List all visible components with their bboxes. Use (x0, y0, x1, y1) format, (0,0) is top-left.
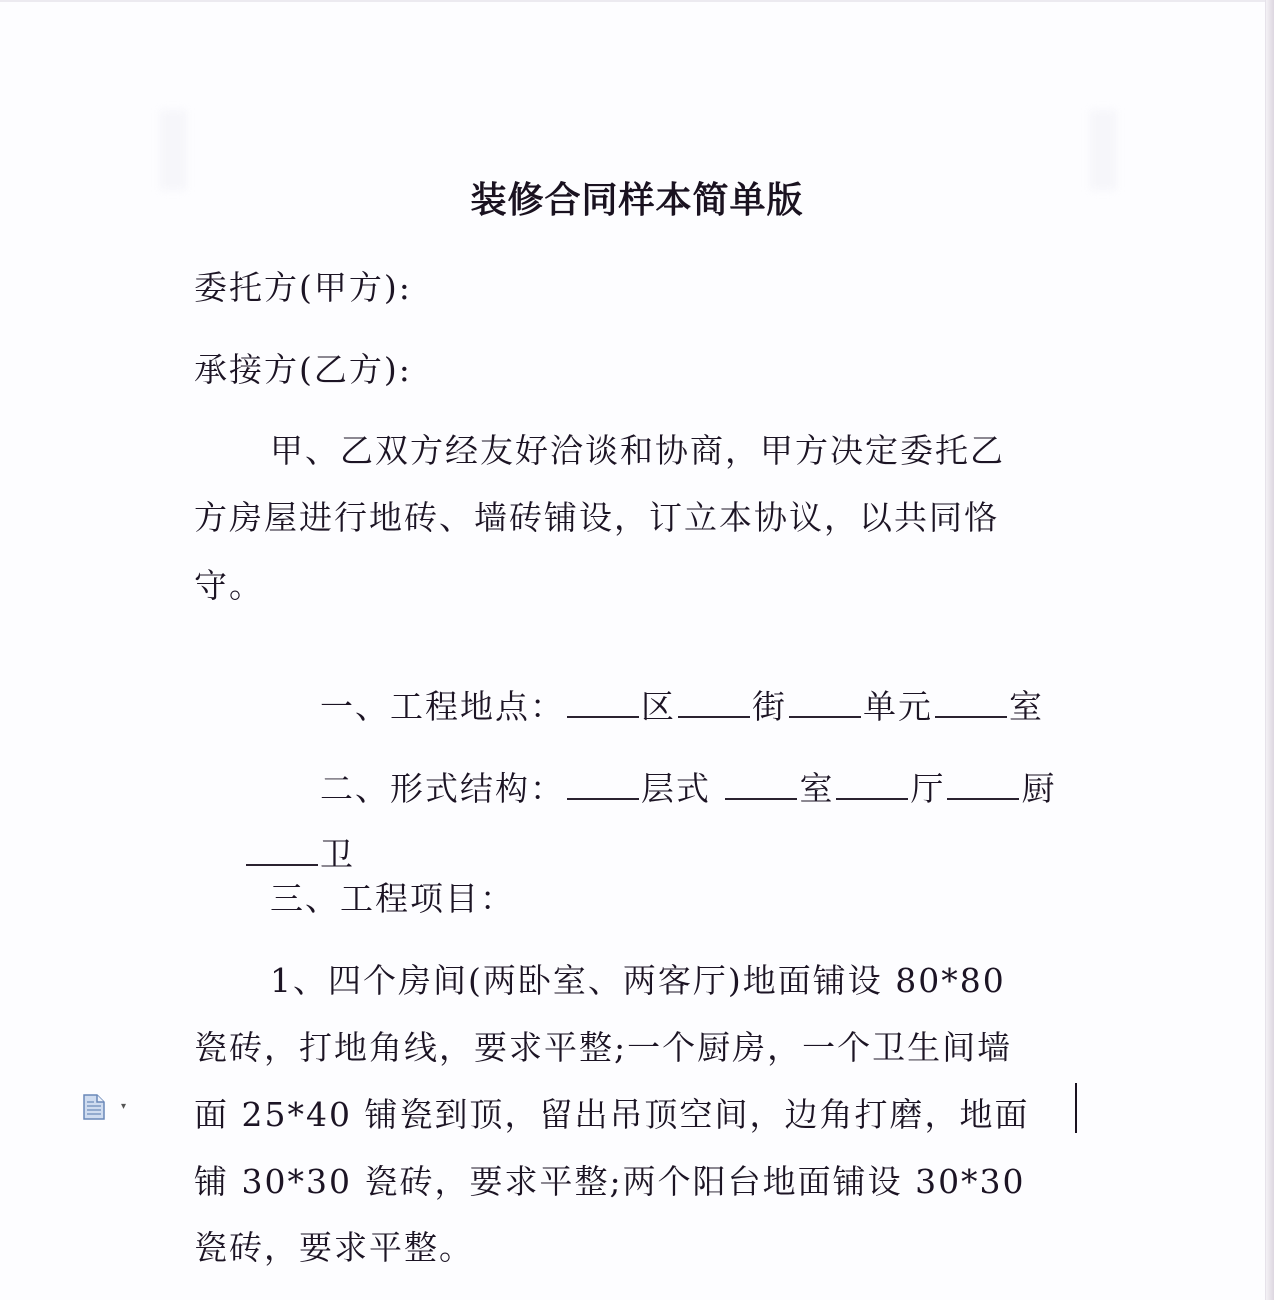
blank-field[interactable] (567, 686, 639, 718)
document-title: 装修合同样本简单版 (470, 179, 804, 221)
location-street: 街 (751, 687, 787, 726)
intro-line-1[interactable]: 甲、乙双方经友好洽谈和协商，甲方决定委托乙 (270, 431, 1005, 470)
item-1-line-1[interactable]: 1、四个房间(两卧室、两客厅)地面铺设 80*80 (270, 961, 1006, 1000)
party-b-line[interactable]: 承接方(乙方): (194, 350, 412, 389)
location-room: 室 (1008, 687, 1044, 726)
blank-field[interactable] (725, 768, 797, 800)
structure-floors: 层式 (640, 769, 711, 808)
section-2-structure[interactable] (270, 724, 1056, 849)
blank-field[interactable] (789, 686, 861, 718)
blank-field[interactable] (836, 768, 908, 800)
page-top-border (0, 0, 1274, 2)
item-1-line-5[interactable]: 瓷砖，要求平整。 (194, 1228, 474, 1267)
item-1-line-4[interactable]: 铺 30*30 瓷砖，要求平整;两个阳台地面铺设 30*30 (194, 1162, 1026, 1201)
section-3-label[interactable]: 三、工程项目： (270, 879, 515, 918)
structure-halls: 厅 (910, 769, 946, 808)
intro-line-3[interactable]: 守。 (194, 566, 264, 605)
intro-line-2[interactable]: 方房屋进行地砖、墙砖铺设，订立本协议，以共同恪 (194, 498, 999, 537)
section-2-label: 二、形式结构： (319, 769, 565, 808)
blank-field[interactable] (947, 768, 1019, 800)
vertical-scrollbar[interactable] (1265, 0, 1274, 1300)
structure-bathrooms: 卫 (319, 835, 355, 874)
blank-field[interactable] (935, 686, 1007, 718)
party-a-line[interactable]: 委托方(甲方): (194, 268, 412, 307)
structure-kitchens: 厨 (1021, 769, 1057, 808)
blank-field[interactable] (246, 834, 318, 866)
blank-field[interactable] (678, 686, 750, 718)
blank-field[interactable] (567, 768, 639, 800)
section-1-label: 一、工程地点： (319, 687, 565, 726)
item-1-line-2[interactable]: 瓷砖，打地角线，要求平整;一个厨房，一个卫生间墙 (194, 1028, 1013, 1067)
paste-options-document-icon[interactable] (83, 1094, 105, 1120)
chevron-down-icon[interactable]: ▾ (121, 1101, 127, 1112)
item-1-line-3[interactable]: 面 25*40 铺瓷到顶，留出吊顶空间，边角打磨，地面 (194, 1095, 1030, 1134)
location-district: 区 (640, 687, 676, 726)
text-cursor (1075, 1083, 1077, 1133)
location-unit: 单元 (862, 687, 933, 726)
structure-rooms: 室 (799, 769, 835, 808)
